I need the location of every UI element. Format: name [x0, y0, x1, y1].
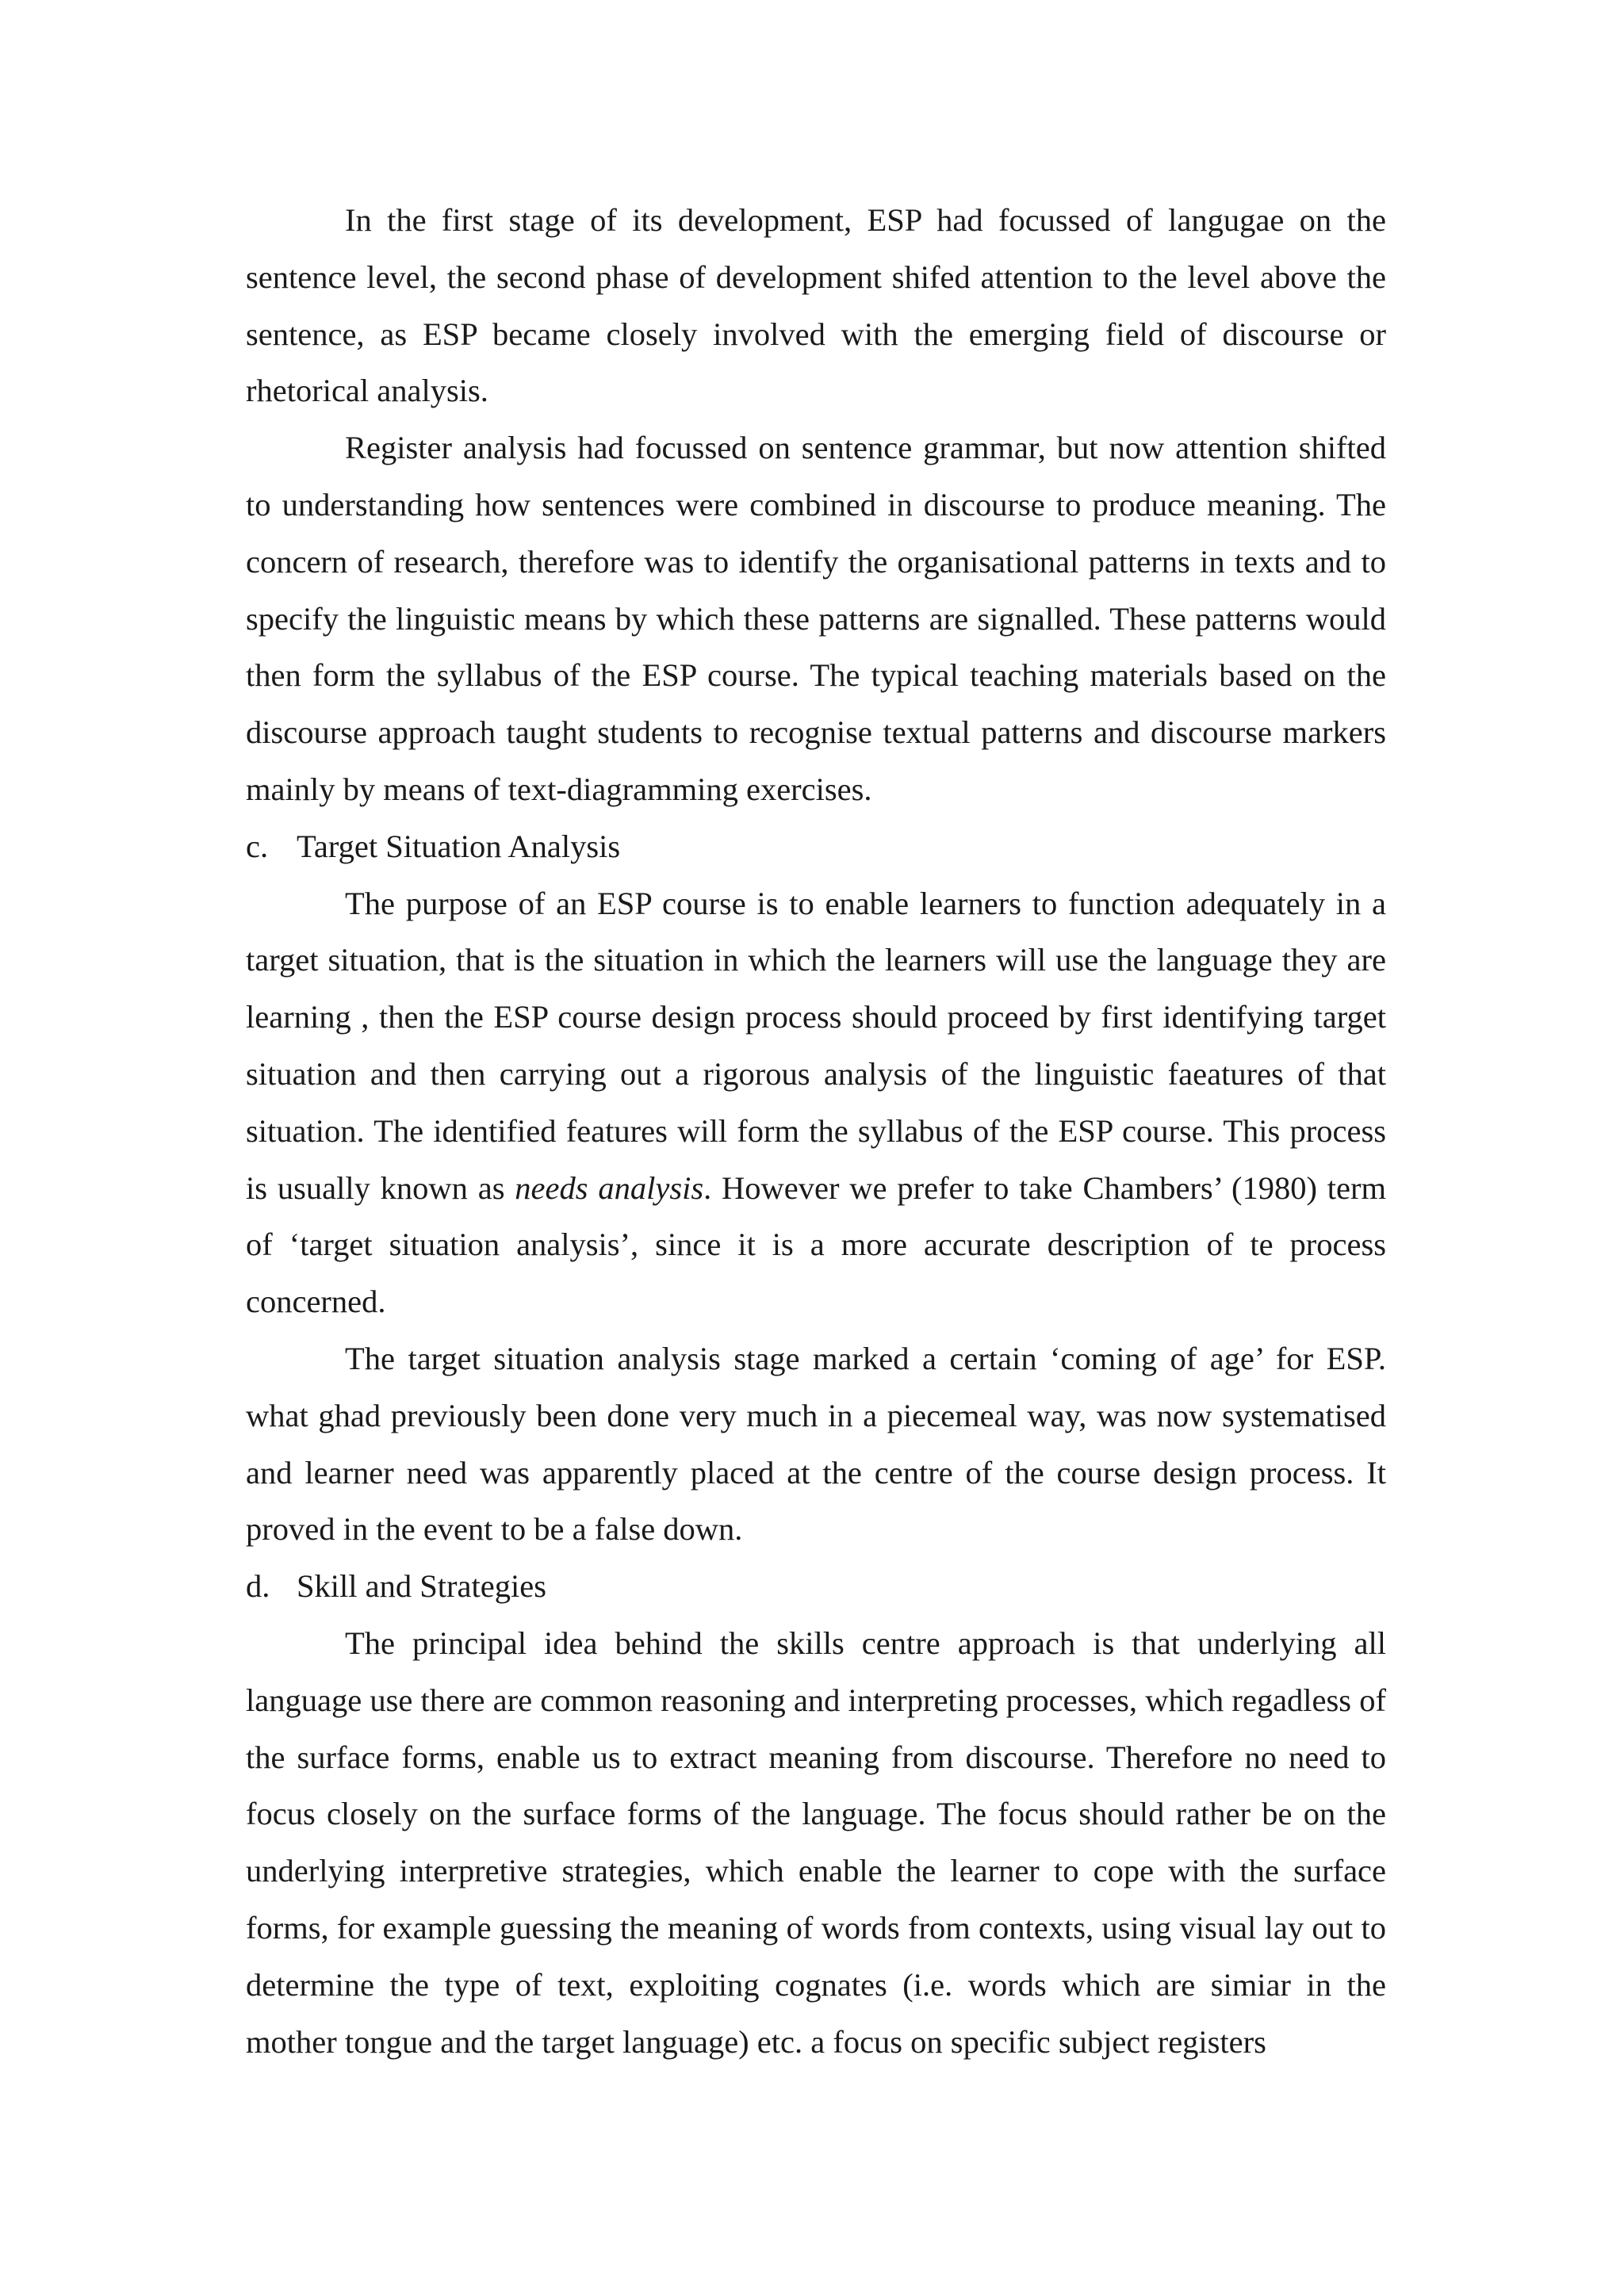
- section-title: Skill and Strategies: [297, 1568, 546, 1605]
- paragraph-skills-centre-approach: The principal idea behind the skills centre approach is that underlying all language use there are common reasoning and interpreting processes, which regadless of the surface forms, enable us to extract meaning from discourse. Therefore no need to focus closely on the surface forms of the language. The focus should rather be on the underlying interpretive strategies, which enable the learner to cope with the surface forms, for example guessing the meaning of words from contexts, using visual lay out to determine the type of text, exploiting cognates (i.e. words which are simiar in the mother tongue and the target language) etc. a focus on specific subject registers: [246, 1624, 1386, 2060]
- section-marker: c.: [246, 828, 269, 864]
- paragraph-register-analysis: Register analysis had focussed on sentence grammar, but now attention shifted to understanding how sentences were combined in discourse to produce meaning. The concern of research, therefore was to identify the organisational patterns in texts and to specify the linguistic means by which these patterns are signalled. These patterns would then form the syllabus of the ESP course. The typical teaching materials based on the discourse approach taught students to recognise textual patterns and discourse markers mainly by means of text-diagramming exercises.: [246, 430, 1386, 807]
- text-run: . However we prefer to take Chambers’ (1980) term of ‘target situation analysis’, since it is a more accurate description of te process concerned.: [246, 1169, 1386, 1320]
- section-heading-skills-strategies: [246, 1558, 1386, 1615]
- section-title: Target Situation Analysis: [297, 828, 621, 864]
- body-text: [246, 192, 1386, 2070]
- section-heading-target-situation: [246, 818, 1386, 875]
- paragraph-esp-course-purpose: [246, 875, 1386, 1330]
- section-marker: d.: [246, 1568, 270, 1605]
- emphasized-term: needs analysis: [515, 1169, 704, 1206]
- paragraph-esp-discourse: In the first stage of its development, ESP had focussed of langugae on the sentence level, the second phase of development shifed attention to the level above the sentence, as ESP became closely involved with the emerging field of discourse or rhetorical analysis.: [246, 202, 1386, 409]
- paragraph-coming-of-age: The target situation analysis stage marked a certain ‘coming of age’ for ESP. what ghad previously been done very much in a piecemeal way, was now systematised and learner need was apparently placed at the centre of the course design process. It proved in the event to be a false down.: [246, 1340, 1386, 1548]
- text-run: The purpose of an ESP course is to enable learners to function adequately in a target situation, that is the situation in which the learners will use the language they are learning , then the ESP course design process should proceed by first identifying target situation and then carrying out a rigorous analysis of the linguistic faeatures of that situation. The identified features will form the syllabus of the ESP course. This process is usually known as: [246, 885, 1386, 1206]
